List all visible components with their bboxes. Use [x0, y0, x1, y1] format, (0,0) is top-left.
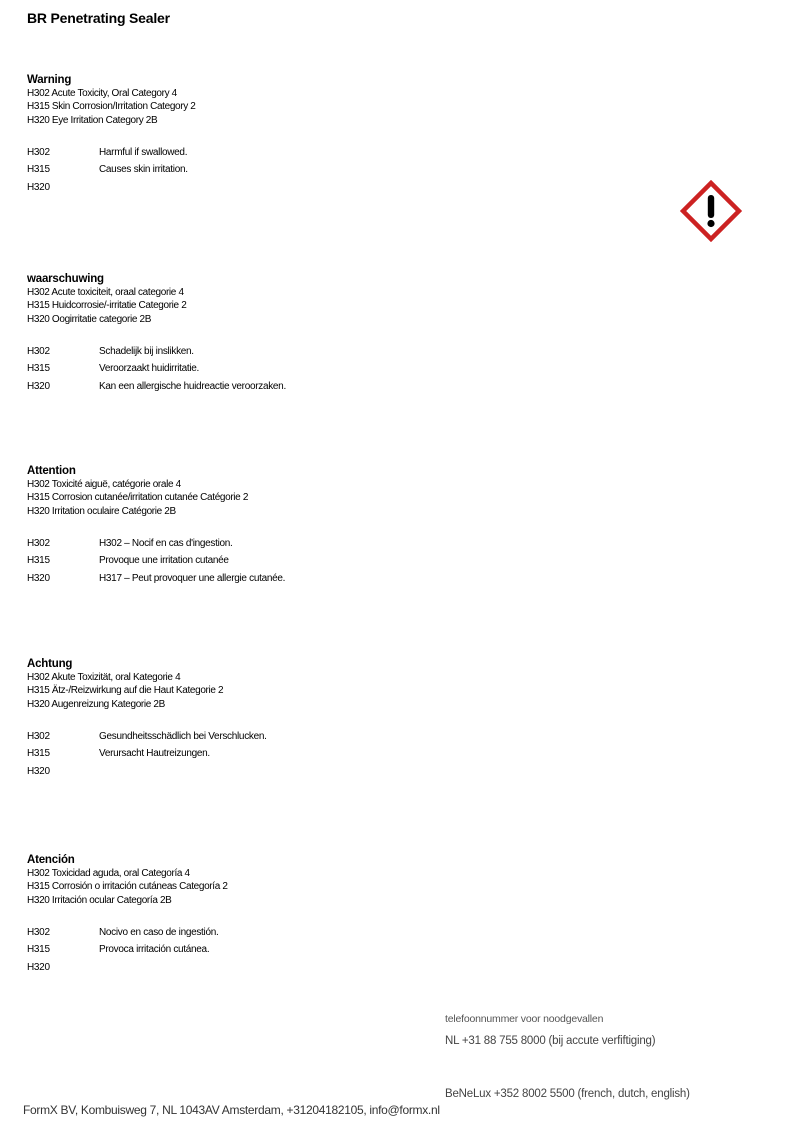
statement-text: Verursacht Hautreizungen.	[99, 748, 210, 760]
statement-code: H302	[27, 927, 50, 939]
statement-code: H315	[27, 164, 50, 176]
statement-text: Gesundheitsschädlich bei Verschlucken.	[99, 731, 267, 743]
hazard-statements	[27, 343, 587, 395]
statement-row	[27, 763, 587, 780]
exclamation-bar	[708, 195, 714, 218]
classification-line: H302 Toxicidad aguda, oral Categoría 4	[27, 868, 190, 879]
statement-code: H320	[27, 765, 50, 777]
statement-code: H315	[27, 748, 50, 760]
hazard-statements	[27, 728, 587, 780]
statement-code: H302	[27, 538, 50, 550]
statement-code: H315	[27, 555, 50, 567]
statement-code: H320	[27, 380, 50, 392]
hazard-statements	[27, 924, 587, 976]
statement-row	[27, 745, 587, 762]
ghs-exclamation-mark-icon	[680, 180, 742, 242]
classification-line: H302 Acute toxiciteit, oraal categorie 4	[27, 287, 184, 298]
statement-text: Veroorzaakt huidirritatie.	[99, 363, 200, 375]
statement-text: H317 – Peut provoquer une allergie cutanée.	[99, 572, 286, 584]
statement-code: H315	[27, 944, 50, 956]
statement-row	[27, 552, 587, 569]
company-footer: FormX BV, Kombuisweg 7, NL 1043AV Amsterdam, +31204182105, info@formx.nl	[23, 1103, 440, 1117]
statement-row	[27, 535, 587, 552]
statement-code: H302	[27, 731, 50, 743]
statement-code: H320	[27, 572, 50, 584]
statement-code: H320	[27, 961, 50, 973]
classification-line: H315 Skin Corrosion/Irritation Category 2	[27, 101, 196, 113]
signal-word: Atención	[27, 854, 75, 866]
statement-text: Provoca irritación cutánea.	[99, 944, 210, 956]
statement-row	[27, 144, 587, 161]
statement-row	[27, 378, 587, 395]
statement-text: Nocivo en caso de ingestión.	[99, 927, 219, 939]
statement-row	[27, 941, 587, 958]
statement-code: H302	[27, 346, 50, 358]
statement-row	[27, 161, 587, 178]
signal-word: Achtung	[27, 658, 73, 670]
emergency-phone-benelux: BeNeLux +352 8002 5500 (french, dutch, english)	[445, 1088, 690, 1100]
signal-word: Attention	[27, 465, 76, 477]
classification-line: H302 Acute Toxicity, Oral Category 4	[27, 88, 177, 99]
hazard-section-english	[27, 73, 587, 196]
hazard-statements	[27, 535, 587, 587]
classification-line: H320 Oogirritatie categorie 2B	[27, 313, 152, 325]
statement-row	[27, 959, 587, 976]
classification-line: H315 Corrosión o irritación cutáneas Categoría 2	[27, 881, 228, 893]
classification-line: H302 Akute Toxizität, oral Kategorie 4	[27, 672, 181, 683]
statement-code: H302	[27, 147, 50, 159]
classification-line: H320 Irritation oculaire Catégorie 2B	[27, 505, 176, 517]
hazard-section-dutch	[27, 272, 587, 395]
statement-text: Provoque une irritation cutanée	[99, 555, 229, 567]
statement-code: H320	[27, 181, 50, 193]
classification-line: H315 Corrosion cutanée/irritation cutanée Catégorie 2	[27, 492, 249, 504]
document-title: BR Penetrating Sealer	[27, 10, 170, 26]
hazard-section-french	[27, 464, 587, 587]
statement-row	[27, 924, 587, 941]
statement-row	[27, 728, 587, 745]
signal-word: Warning	[27, 74, 72, 86]
hazard-section-german	[27, 657, 587, 780]
statement-text: Kan een allergische huidreactie veroorzaken.	[99, 380, 286, 392]
emergency-label: telefoonnummer voor noodgevallen	[445, 1013, 604, 1025]
hazard-statements	[27, 144, 587, 196]
classification-line: H315 Huidcorrosie/-irritatie Categorie 2	[27, 300, 187, 312]
statement-text: H302 – Nocif en cas d'ingestion.	[99, 538, 233, 550]
exclamation-dot	[707, 220, 714, 227]
statement-text: Harmful if swallowed.	[99, 147, 188, 159]
classification-line: H315 Ätz-/Reizwirkung auf die Haut Kategorie 2	[27, 685, 224, 697]
classification-line: H320 Irritación ocular Categoría 2B	[27, 894, 172, 906]
statement-row	[27, 360, 587, 377]
statement-row	[27, 570, 587, 587]
classification-line: H320 Eye Irritation Category 2B	[27, 114, 158, 126]
signal-word: waarschuwing	[27, 273, 104, 285]
classification-line: H302 Toxicité aiguë, catégorie orale 4	[27, 479, 181, 490]
statement-row	[27, 179, 587, 196]
statement-text: Schadelijk bij inslikken.	[99, 346, 194, 358]
statement-row	[27, 343, 587, 360]
hazard-section-spanish	[27, 853, 587, 976]
classification-line: H320 Augenreizung Kategorie 2B	[27, 698, 165, 710]
statement-text: Causes skin irritation.	[99, 164, 188, 176]
emergency-phone-nl: NL +31 88 755 8000 (bij accute verfiftiging)	[445, 1035, 656, 1047]
statement-code: H315	[27, 363, 50, 375]
